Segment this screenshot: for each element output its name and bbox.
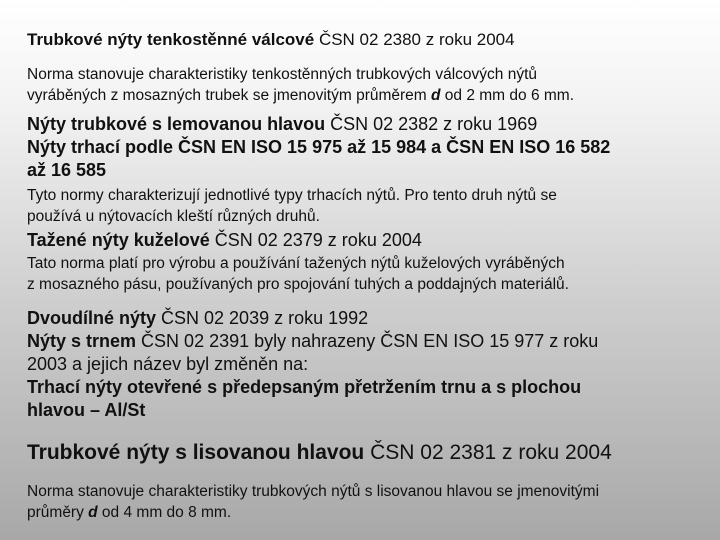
pressed-desc-line-1: Norma stanovuje charakteristiky trubkových nýtů s lisovanou hlavou se jmenovitými: [27, 483, 600, 500]
flanged-title: [27, 113, 707, 136]
pressed-desc-line-2-end: od 4 mm do 8 mm.: [97, 504, 232, 521]
pressed-title-standard: ČSN 02 2381 z roku 2004: [364, 441, 612, 464]
two-part-title-standard: ČSN 02 2039 z roku 1992: [156, 308, 369, 328]
mandrel-title-standard: ČSN 02 2391 byly nahrazeny ČSN EN ISO 15 977 z roku: [136, 331, 599, 351]
blind-title-line-2: až 16 585: [27, 160, 107, 180]
two-part-title: [27, 307, 707, 330]
drawn-desc-line-1: Tato norma platí pro výrobu a používání tažených nýtů kuželových vyráběných: [27, 255, 565, 272]
pressed-title: [27, 440, 707, 466]
two-part-section: [27, 307, 707, 422]
open-blind-rivet-name-line-1: Trhací nýty otevřené s předepsaným přetržením trnu a s plochou: [27, 377, 582, 397]
drawn-title: [27, 229, 707, 252]
tubular-thin-title-bold: Trubkové nýty tenkostěnné válcové: [27, 30, 315, 49]
drawn-desc-line-2: z mosazného pásu, používaných pro spojování tuhých a poddajných materiálů.: [27, 276, 569, 293]
blind-desc-line-1: Tyto normy charakterizují jednotlivé typy trhacích nýtů. Pro tento druh nýtů se: [27, 187, 557, 204]
pressed-heading: [27, 440, 707, 466]
flanged-title-standard: ČSN 02 2382 z roku 1969: [325, 114, 538, 134]
pressed-title-bold: Trubkové nýty s lisovanou hlavou: [27, 441, 365, 464]
pressed-desc-line-2: [27, 502, 707, 523]
diameter-symbol: d: [88, 504, 98, 521]
flanged-and-blind-headings: [27, 113, 707, 182]
mandrel-rename-note: 2003 a jejich název byl změněn na:: [27, 354, 309, 374]
drawn-description: [27, 253, 707, 295]
mandrel-title: [27, 330, 707, 353]
tubular-thin-desc-line-2-start: vyráběných z mosazných trubek se jmenovitým průměrem: [27, 87, 432, 104]
mandrel-title-bold: Nýty s trnem: [27, 331, 137, 351]
tubular-thin-description: [27, 64, 707, 106]
tubular-thin-desc-line-2: [27, 85, 707, 106]
blind-desc-line-2: používá u nýtovacích kleští různých druhů.: [27, 208, 320, 225]
tubular-thin-title: [27, 29, 707, 51]
drawn-heading: [27, 229, 707, 252]
pressed-description: [27, 481, 707, 523]
drawn-title-bold: Tažené nýty kuželové: [27, 230, 210, 250]
drawn-title-standard: ČSN 02 2379 z roku 2004: [209, 230, 422, 250]
open-blind-rivet-name-line-2: hlavou – Al/St: [27, 400, 146, 420]
tubular-thin-title-standard: ČSN 02 2380 z roku 2004: [314, 30, 515, 49]
flanged-title-bold: Nýty trubkové s lemovanou hlavou: [27, 114, 326, 134]
diameter-symbol: d: [431, 87, 441, 104]
tubular-thin-desc-line-1: Norma stanovuje charakteristiky tenkostěnných trubkových válcových nýtů: [27, 66, 538, 83]
two-part-title-bold: Dvoudílné nýty: [27, 308, 157, 328]
blind-description: [27, 185, 707, 227]
tubular-thin-desc-line-2-end: od 2 mm do 6 mm.: [440, 87, 574, 104]
tubular-thin-heading: [27, 29, 707, 51]
pressed-desc-line-2-start: průměry: [27, 504, 89, 521]
blind-title-line-1: Nýty trhací podle ČSN EN ISO 15 975 až 15 984 a ČSN EN ISO 16 582: [27, 137, 611, 157]
